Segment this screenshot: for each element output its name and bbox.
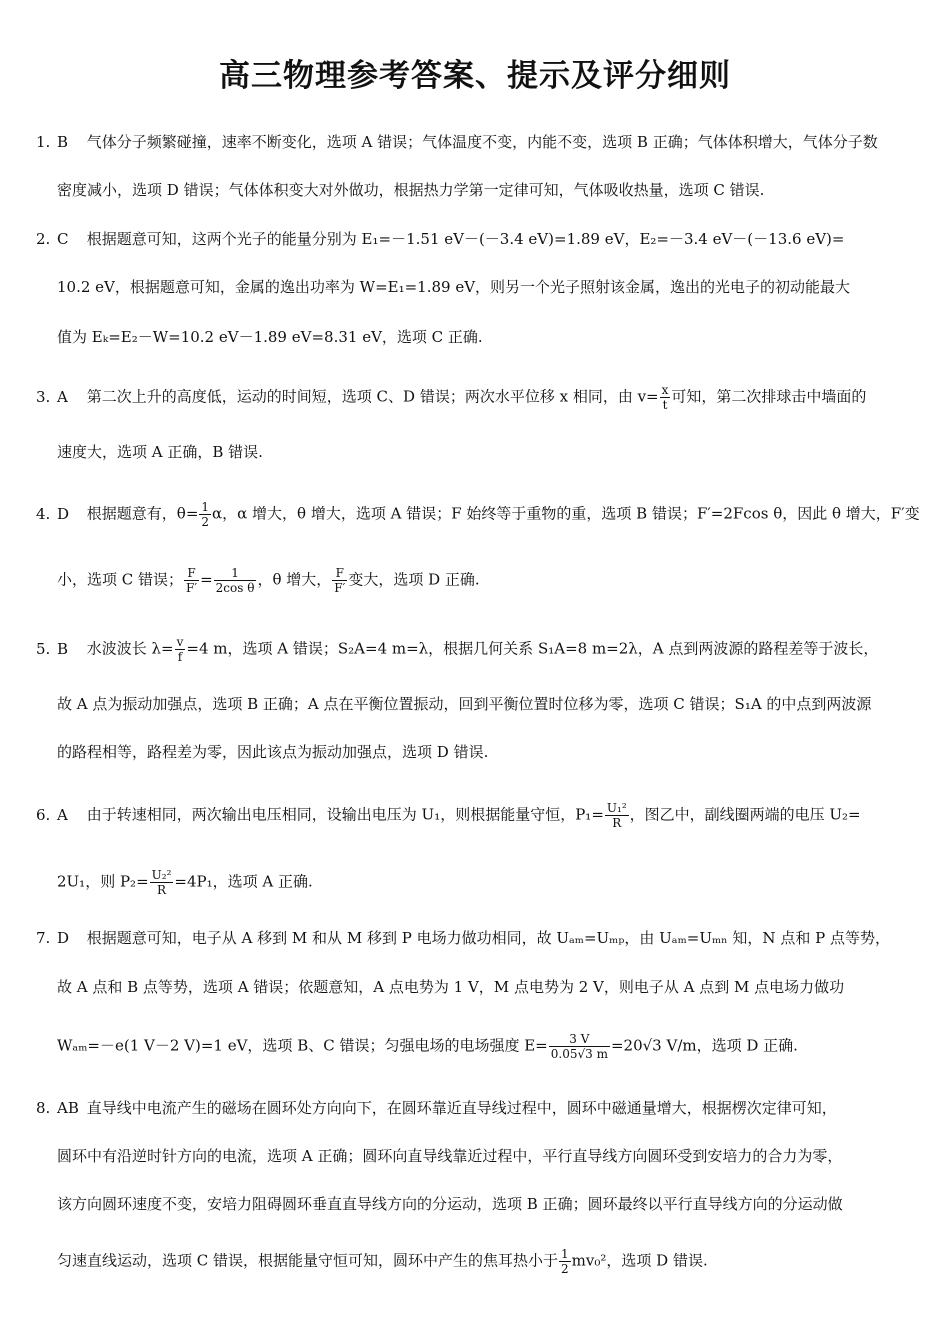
item-answer: D: [57, 504, 70, 523]
item-number: 2.: [36, 230, 51, 248]
explanation-line: 故 A 点和 B 点等势，选项 A 错误；依题意知，A 点电势为 1 V，M 点电势为 2 V，则电子从 A 点到 M 点电场力做功: [57, 978, 845, 996]
explanation-line: 气体分子频繁碰撞，速率不断变化，选项 A 错误；气体温度不变，内能不变，选项 B 正确；气体体积增大，气体分子数: [86, 133, 878, 151]
explanation-line: 根据题意可知，这两个光子的能量分别为 E₁=－1.51 eV－(－3.4 eV)=1.89 eV，E₂=－3.4 eV－(－13.6 eV)=: [86, 230, 845, 248]
fraction: $\frac{\text{U₂²}}{R}$: [151, 868, 172, 897]
explanation-text: 小，选项 C 错误；: [57, 570, 184, 589]
explanation-text: 匀速直线运动，选项 C 错误，根据能量守恒可知，圆环中产生的焦耳热小于: [57, 1251, 559, 1270]
item-number: 6.: [36, 805, 51, 824]
explanation-text: ，图乙中，副线圈两端的电压 U₂=: [629, 805, 861, 824]
explanation-text: 2U₁，则 P₂=: [57, 872, 149, 891]
explanation-text: 根据题意有，θ=: [86, 504, 199, 523]
fraction: $\frac{1}{\text{2cos θ}}$: [215, 566, 255, 595]
explanation-line: 密度减小，选项 D 错误；气体体积变大对外做功，根据热力学第一定律可知，气体吸收热量，选项 C 错误.: [57, 181, 765, 199]
item-answer: AB: [57, 1099, 79, 1117]
explanation-text: mv₀²，选项 D 错误.: [571, 1251, 708, 1270]
fraction: $\frac{1}{2}$: [201, 500, 210, 529]
item-number: 5.: [36, 639, 51, 658]
explanation-line: 圆环中有沿逆时针方向的电流，选项 A 正确；圆环向直导线靠近过程中，平行直导线方向圆环受到安培力的合力为零，: [57, 1147, 843, 1165]
explanation-text: Wₐₘ=－e(1 V－2 V)=1 eV，选项 B、C 错误；匀强电场的电场强度 E=: [57, 1036, 548, 1055]
item-number: 7.: [36, 929, 51, 947]
fraction: $\frac{v}{f}$: [176, 635, 184, 664]
fraction: $\frac{1}{2}$: [561, 1247, 569, 1276]
explanation-text: =4 m，选项 A 错误；S₂A=4 m=λ，根据几何关系 S₁A=8 m=2λ，A 点到两波源的路程差等于波长，: [186, 639, 879, 658]
explanation-line: 值为 Eₖ=E₂－W=10.2 eV－1.89 eV=8.31 eV，选项 C 正确.: [57, 328, 483, 346]
explanation-line: 故 A 点为振动加强点，选项 B 正确；A 点在平衡位置振动，回到平衡位置时位移为零，选项 C 错误；S₁A 的中点到两波源: [57, 695, 872, 713]
fraction: $\frac{x}{t}$: [661, 383, 669, 412]
explanation-line: 根据题意可知，电子从 A 移到 M 和从 M 移到 P 电场力做功相同，故 Uₐₘ=Uₘₚ，由 Uₐₘ=Uₘₙ 知，N 点和 P 点等势，: [86, 929, 890, 947]
equals-sign: =: [200, 570, 213, 589]
explanation-text: 变大，选项 D 正确.: [348, 570, 480, 589]
explanation-line: 速度大，选项 A 正确，B 错误.: [57, 443, 263, 461]
explanation-text: 水波波长 λ=: [86, 639, 174, 658]
fraction: $\frac{\text{U₁²}}{R}$: [606, 801, 627, 830]
explanation-text: =4P₁，选项 A 正确.: [174, 872, 313, 891]
explanation-text: α，α 增大，θ 增大，选项 A 错误；F 始终等于重物的重，选项 B 错误；F′=2Fcos θ，因此 θ 增大，F′变: [212, 504, 920, 523]
explanation-line: 该方向圆环速度不变，安培力阻碍圆环垂直直导线方向的分运动，选项 B 正确；圆环最终以平行直导线方向的分运动做: [57, 1195, 843, 1213]
item-number: 3.: [36, 387, 51, 406]
explanation-text: 第二次上升的高度低，运动的时间短，选项 C、D 错误；两次水平位移 x 相同，由 v=: [86, 387, 659, 406]
item-number: 1.: [36, 133, 51, 151]
item-answer: A: [57, 805, 68, 824]
explanation-line: 直导线中电流产生的磁场在圆环处方向向下，在圆环靠近直导线过程中，圆环中磁通量增大，根据楞次定律可知，: [86, 1099, 837, 1117]
fraction: $\frac{3 V}{0.05√3 m}$: [550, 1032, 608, 1061]
explanation-line: 10.2 eV，根据题意可知，金属的逸出功率为 W=E₁=1.89 eV，则另一个光子照射该金属，逸出的光电子的初动能最大: [57, 278, 851, 296]
item-answer: A: [57, 387, 68, 406]
item-answer: B: [57, 133, 69, 151]
item-answer: C: [57, 230, 69, 248]
item-answer: D: [57, 929, 70, 947]
explanation-text: =20√3 V/m，选项 D 正确.: [610, 1036, 798, 1055]
item-number: 8.: [36, 1099, 51, 1117]
explanation-line: 的路程相等，路程差为零，因此该点为振动加强点，选项 D 错误.: [57, 743, 489, 761]
explanation-text: ，θ 增大，: [257, 570, 332, 589]
fraction: $\frac{F}{F'}$: [186, 566, 198, 595]
item-answer: B: [57, 639, 69, 658]
item-number: 4.: [36, 504, 51, 523]
explanation-text: 由于转速相同，两次输出电压相同，设输出电压为 U₁，则根据能量守恒，P₁=: [86, 805, 604, 824]
fraction: $\frac{F}{F'}$: [334, 566, 346, 595]
explanation-text: 可知，第二次排球击中墙面的: [671, 387, 867, 406]
page-title: 高三物理参考答案、提示及评分细则: [219, 58, 731, 94]
